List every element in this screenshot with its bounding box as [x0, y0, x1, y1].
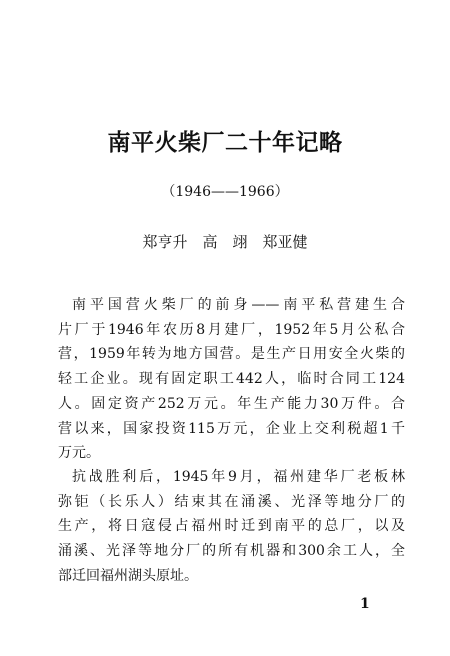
paragraph-line: 生产，将日寇侵占福州时迁到南平的总厂，以及	[58, 518, 405, 535]
paragraph-line: 弥钜（长乐人）结束其在涌溪、光泽等地分厂的	[58, 493, 405, 510]
paragraph-line: 人。固定资产252万元。年生产能力30万件。合	[58, 395, 405, 412]
paragraph-2	[58, 465, 405, 589]
paragraph-line: 南平国营火柴厂的前身——南平私营建生合	[72, 297, 405, 313]
paragraph-line: 涌溪、光泽等地分厂的所有机器和300余工人，全	[58, 543, 405, 560]
paragraph-line: 部迁回福州湖头原址。	[58, 567, 198, 584]
page-number: 1	[360, 596, 370, 612]
paragraph-line: 片厂于1946年农历8月建厂，1952年5月公私合	[58, 321, 405, 338]
document-authors: 郑亨升 高 翊 郑亚健	[142, 233, 308, 251]
document-title: 南平火柴厂二十年记略	[107, 130, 343, 156]
paragraph-line: 万元。	[58, 445, 100, 462]
paragraph-1	[58, 293, 405, 466]
paragraph-line: 抗战胜利后，1945年9月，福州建华厂老板林	[72, 469, 405, 485]
paragraph-line: 营，1959年转为地方国营。是生产日用安全火柴的	[58, 346, 405, 363]
paragraph-line: 营以来，国家投资115万元，企业上交利税超1千	[58, 420, 405, 437]
paragraph-line: 轻工企业。现有固定职工442人，临时合同工124	[58, 371, 405, 388]
document-years: （1946——1966）	[161, 184, 289, 200]
